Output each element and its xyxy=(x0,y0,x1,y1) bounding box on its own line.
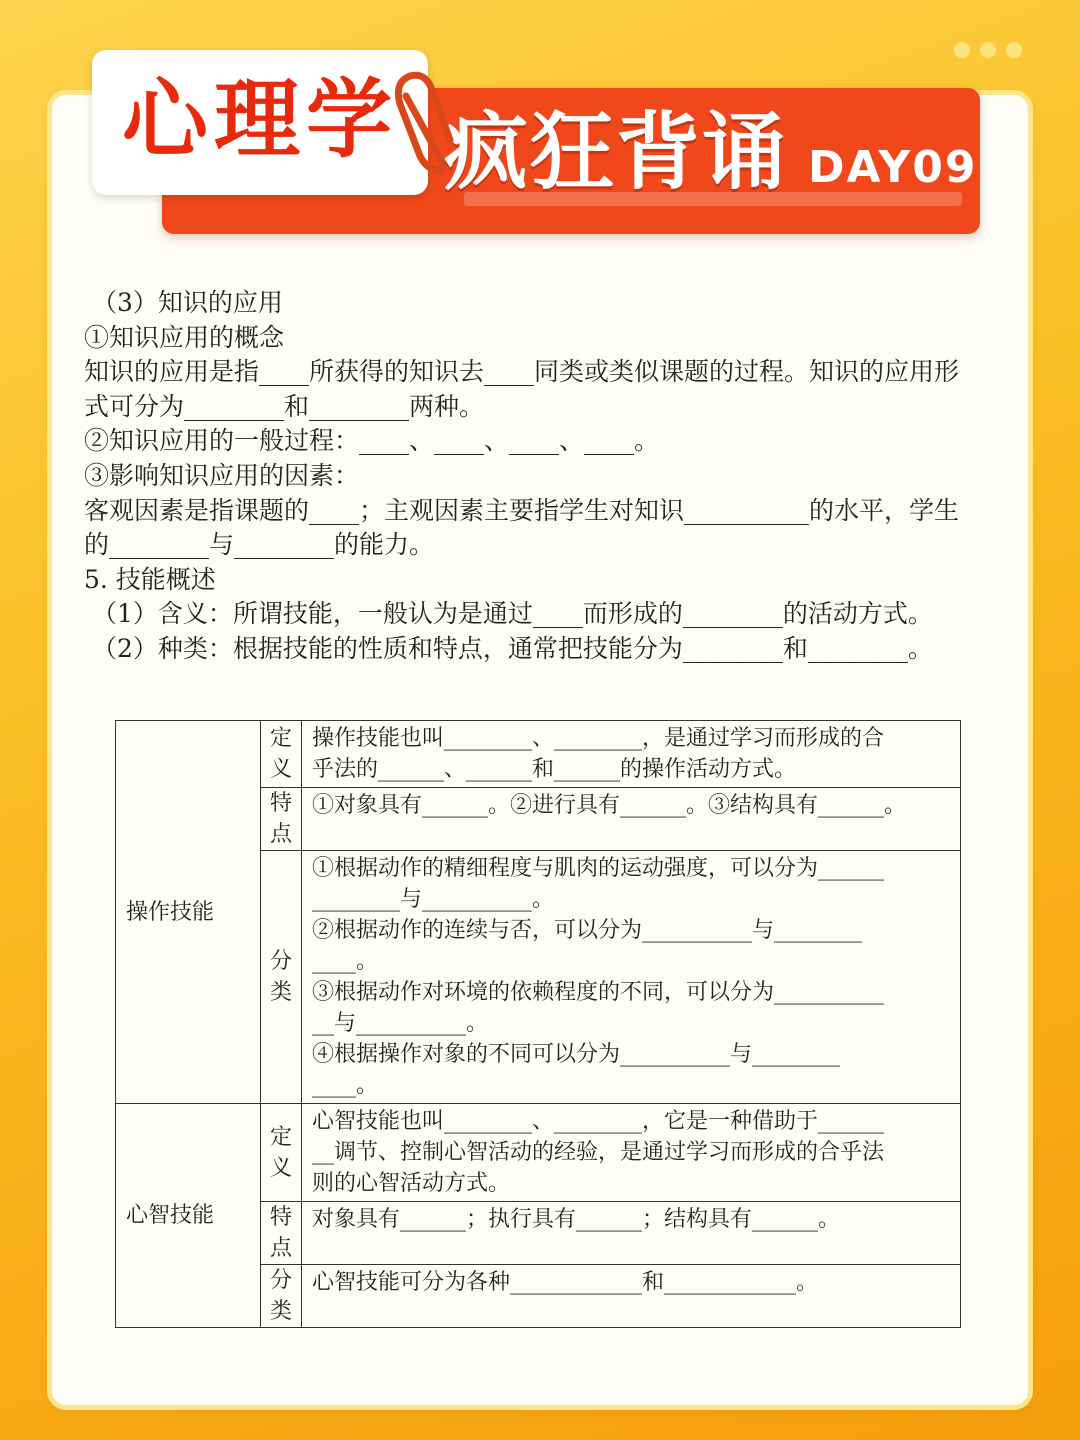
cell-operation-features: ①对象具有______。②进行具有______。③结构具有______。 xyxy=(302,788,961,851)
label-features: 特 点 xyxy=(261,788,302,851)
cell-operation-definition: 操作技能也叫________、________，是通过学习而形成的合 乎法的______、______和______的操作活动方式。 xyxy=(302,721,961,788)
text-line: 知识的应用是指____所获得的知识去____同类或类似课题的过程。知识的应用形 xyxy=(84,357,960,387)
label-definition: 定 义 xyxy=(261,1104,302,1202)
text-line: 的________与________的能力。 xyxy=(84,530,435,560)
title-underline xyxy=(464,192,962,206)
label-features: 特 点 xyxy=(261,1202,302,1265)
text-line: 式可分为________和________两种。 xyxy=(84,391,485,421)
cell-mental-features: 对象具有______；执行具有______；结构具有______。 xyxy=(302,1202,961,1265)
category-mental: 心智技能 xyxy=(116,1104,261,1328)
text-line: ③影响知识应用的因素： xyxy=(84,460,360,490)
cell-operation-classification: ①根据动作的精细程度与肌肉的运动强度，可以分为______ ________与__________。 ②根据动作的连续与否，可以分为__________与________ ____。 ③根据动作对环境的依赖程度的不同，可以分为__________ __与__________。 ④根据操作对象的不同可以分为__________与________ ____。 xyxy=(302,851,961,1104)
cell-mental-classification: 心智技能可分为各种____________和____________。 xyxy=(302,1265,961,1328)
skills-table xyxy=(115,720,961,1328)
paperclip-icon xyxy=(392,66,464,174)
text-line: （1）含义：所谓技能，一般认为是通过____而形成的________的活动方式。 xyxy=(92,599,933,629)
label-classification: 分 类 xyxy=(261,851,302,1104)
title-psychology: 心理学 xyxy=(122,70,398,170)
text-line: ②知识应用的一般过程：____、____、____、____。 xyxy=(84,426,660,456)
cell-mental-definition: 心智技能也叫________、________，它是一种借助于______ __调节、控制心智活动的经验，是通过学习而形成的合乎法 则的心智活动方式。 xyxy=(302,1104,961,1202)
title-day: DAY09 xyxy=(808,142,978,193)
category-operation: 操作技能 xyxy=(116,721,261,1104)
text-line: ①知识应用的概念 xyxy=(84,322,285,352)
decorative-dots xyxy=(954,42,1022,58)
text-line: 客观因素是指课题的____；主观因素主要指学生对知识__________的水平，学生 xyxy=(84,495,960,525)
text-line: （3）知识的应用 xyxy=(92,288,283,317)
title-banner-white xyxy=(92,50,428,195)
label-classification: 分 类 xyxy=(261,1265,302,1328)
title-crazy-recite: 疯狂背诵 xyxy=(444,103,789,201)
label-definition: 定 义 xyxy=(261,721,302,788)
text-line: 5. 技能概述 xyxy=(84,564,216,594)
content-text xyxy=(84,286,1014,667)
text-line: （2）种类：根据技能的性质和特点，通常把技能分为________和________。 xyxy=(92,633,933,663)
